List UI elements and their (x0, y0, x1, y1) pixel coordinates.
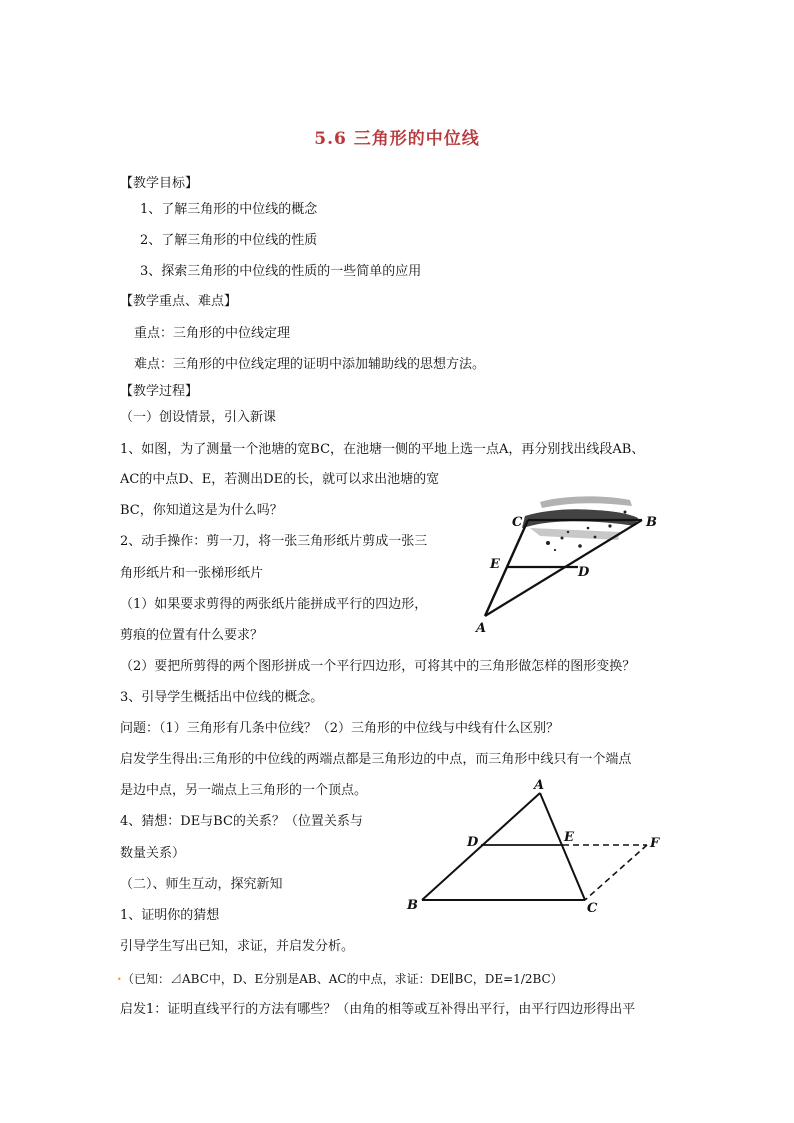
question-1-line-1: 1、如图，为了测量一个池塘的宽BC，在池塘一侧的平地上选一点A，再分别找出线段AB、 (120, 442, 645, 457)
label-c: C (512, 515, 523, 530)
question-4-line-1: 4、猜想：DE与BC的关系？（位置关系与 (120, 814, 363, 829)
label-d: D (467, 835, 479, 850)
pond-triangle-figure (470, 488, 680, 638)
hint-1: 启发1：证明直线平行的方法有哪些？（由角的相等或互补得出平行，由平行四边形得出平 (120, 1002, 636, 1017)
label-c: C (587, 901, 598, 915)
label-a: A (476, 621, 487, 636)
guide-text: 引导学生写出已知，求证，并启发分析。 (120, 939, 355, 954)
label-b: B (407, 898, 418, 913)
label-f: F (650, 836, 660, 851)
objective-item-3: 3、探索三角形的中位线的性质的一些简单的应用 (140, 264, 422, 279)
discussion-question: 问题：（1）三角形有几条中位线？（2）三角形的中位线与中线有什么区别？ (120, 721, 560, 736)
process-heading: 【教学过程】 (120, 384, 199, 399)
inspire-line-2: 是边中点，另一端点上三角形的一个顶点。 (120, 783, 368, 798)
given-statement: （已知：⊿ABC中，D、E分别是AB、AC的中点，求证：DE∥BC，DE=1/2BC） (122, 972, 563, 986)
question-4-line-2: 数量关系） (120, 846, 186, 861)
question-2-sub-1-line-2: 剪痕的位置有什么要求？ (120, 628, 264, 643)
pond-shading (522, 496, 638, 551)
question-3: 3、引导学生概括出中位线的概念。 (120, 690, 324, 705)
midline-triangle-figure (400, 775, 670, 915)
label-d: D (578, 565, 590, 580)
segment-fc-dashed (585, 845, 647, 900)
key-points-heading: 【教学重点、难点】 (120, 294, 238, 309)
proof-step-1: 1、证明你的猜想 (120, 908, 220, 923)
given-marker: . (117, 969, 122, 984)
objective-item-2: 2、了解三角形的中位线的性质 (140, 233, 318, 248)
inspire-line-1: 启发学生得出:三角形的中位线的两端点都是三角形边的中点，而三角形中线只有一个端点 (120, 752, 632, 767)
question-1-line-3: BC，你知道这是为什么吗？ (120, 503, 283, 518)
question-2-sub-1-line-1: （1）如果要求剪得的两张纸片能拼成平行的四边形， (120, 597, 428, 612)
question-2-line-2: 角形纸片和一张梯形纸片 (120, 566, 264, 581)
objective-item-1: 1、了解三角形的中位线的概念 (140, 202, 318, 217)
question-2-line-1: 2、动手操作：剪一刀，将一张三角形纸片剪成一张三 (120, 534, 428, 549)
label-b: B (646, 515, 657, 530)
key-point-focus: 重点：三角形的中位线定理 (134, 326, 291, 341)
label-e: E (564, 830, 574, 845)
label-a: A (534, 778, 545, 793)
process-part2: （二）、师生互动，探究新知 (120, 877, 283, 892)
segment-ac (540, 793, 585, 900)
question-2-sub-2: （2）要把所剪得的两个图形拼成一个平行四边形，可将其中的三角形做怎样的图形变换？ (120, 659, 636, 674)
key-point-difficulty: 难点：三角形的中位线定理的证明中添加辅助线的思想方法。 (134, 357, 486, 372)
segment-ab (422, 793, 540, 900)
objectives-heading: 【教学目标】 (120, 176, 199, 191)
page-title: 5.6 三角形的中位线 (314, 129, 480, 149)
process-part1: （一）创设情景，引入新课 (120, 410, 277, 425)
label-e: E (490, 557, 500, 572)
question-1-line-2: AC的中点D、E，若测出DE的长，就可以求出池塘的宽 (120, 472, 440, 487)
